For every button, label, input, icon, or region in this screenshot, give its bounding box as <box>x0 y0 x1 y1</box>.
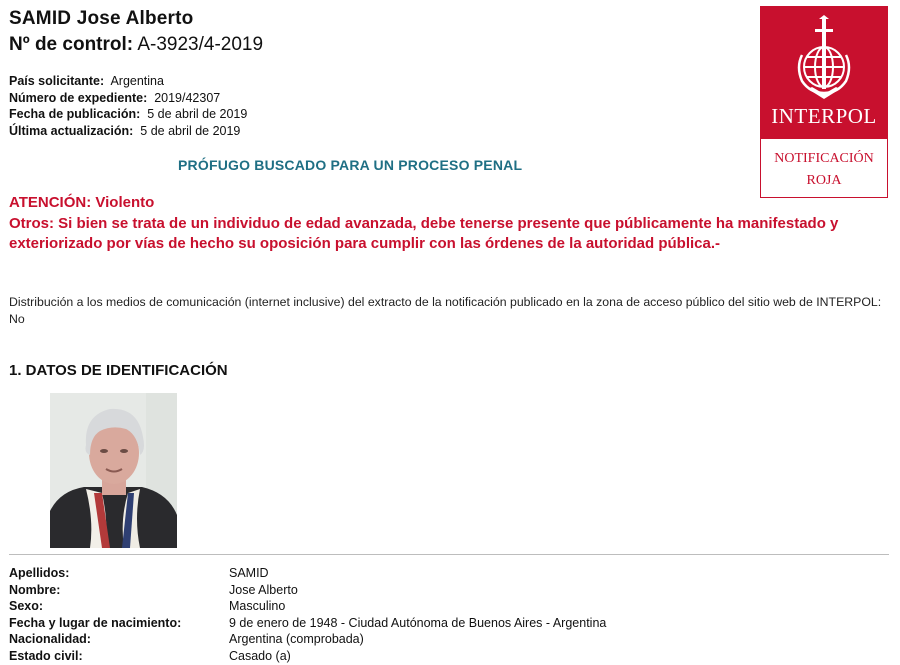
attention-block <box>9 193 879 255</box>
meta-value: 2019/42307 <box>154 90 221 105</box>
ident-row <box>9 582 606 599</box>
distribution-note: Distribución a los medios de comunicación (internet inclusive) del extracto de la notificación publicado en la zona de acceso público del sitio web de INTERPOL: No <box>9 295 882 326</box>
ident-value: Jose Alberto <box>229 582 298 597</box>
ident-label: Sexo: <box>9 599 44 614</box>
attention-value: Violento <box>95 194 155 211</box>
wanted-title: PRÓFUGO BUSCADO PARA UN PROCESO PENAL <box>178 157 523 173</box>
ident-row <box>9 565 606 582</box>
interpol-badge <box>760 6 888 198</box>
ident-label: Estado civil: <box>9 648 83 663</box>
attention-line <box>9 193 879 214</box>
meta-label: Número de expediente: <box>9 90 148 105</box>
subject-photo <box>50 393 177 548</box>
meta-value: 5 de abril de 2019 <box>147 107 248 122</box>
control-number <box>9 34 263 56</box>
meta-row <box>9 123 247 140</box>
ident-row <box>9 615 606 632</box>
badge-red-panel <box>761 7 887 139</box>
meta-label: Fecha de publicación: <box>9 107 141 122</box>
others-text: Si bien se trata de un individuo de edad avanzada, debe tenerse presente que públicamente ha manifestado y exteriorizado por vías de hecho su oposición para cumplir con las órdenes de la autoridad pública.- <box>9 214 839 252</box>
section-title: 1. DATOS DE IDENTIFICACIÓN <box>9 362 228 379</box>
attention-label: ATENCIÓN: <box>9 194 92 211</box>
ident-row <box>9 631 606 648</box>
identification-table <box>9 565 606 665</box>
subject-name: SAMID Jose Alberto <box>9 8 194 29</box>
control-number-value: A-3923/4-2019 <box>137 34 264 55</box>
meta-label: País solicitante: <box>9 74 105 88</box>
notice-type-line1: NOTIFICACIÓN <box>774 151 874 166</box>
ident-label: Nombre: <box>9 582 61 597</box>
meta-value: 5 de abril de 2019 <box>140 123 241 138</box>
person-photo-icon <box>50 393 177 548</box>
ident-row <box>9 598 606 615</box>
interpol-wordmark: INTERPOL <box>771 104 877 128</box>
meta-row <box>9 90 247 107</box>
meta-row <box>9 106 247 123</box>
meta-value: Argentina <box>110 74 164 88</box>
ident-value: 9 de enero de 1948 - Ciudad Autónoma de Buenos Aires - Argentina <box>229 615 607 630</box>
others-label: Otros: <box>9 214 54 232</box>
ident-value: Argentina (comprobada) <box>229 632 364 647</box>
others-line <box>9 214 879 255</box>
interpol-emblem-icon <box>788 15 860 101</box>
meta-label: Última actualización: <box>9 123 134 138</box>
notice-type-line2: ROJA <box>806 173 842 188</box>
ident-label: Nacionalidad: <box>9 632 91 647</box>
ident-row <box>9 648 606 665</box>
control-number-label: Nº de control: <box>9 34 134 55</box>
meta-row <box>9 73 247 90</box>
ident-value: Casado (a) <box>229 648 291 663</box>
ident-value: SAMID <box>229 566 269 580</box>
ident-value: Masculino <box>229 599 286 614</box>
notice-metadata <box>9 73 247 139</box>
ident-label: Apellidos: <box>9 566 70 580</box>
ident-label: Fecha y lugar de nacimiento: <box>9 615 182 630</box>
notice-type <box>761 148 887 192</box>
section-divider <box>9 554 889 555</box>
